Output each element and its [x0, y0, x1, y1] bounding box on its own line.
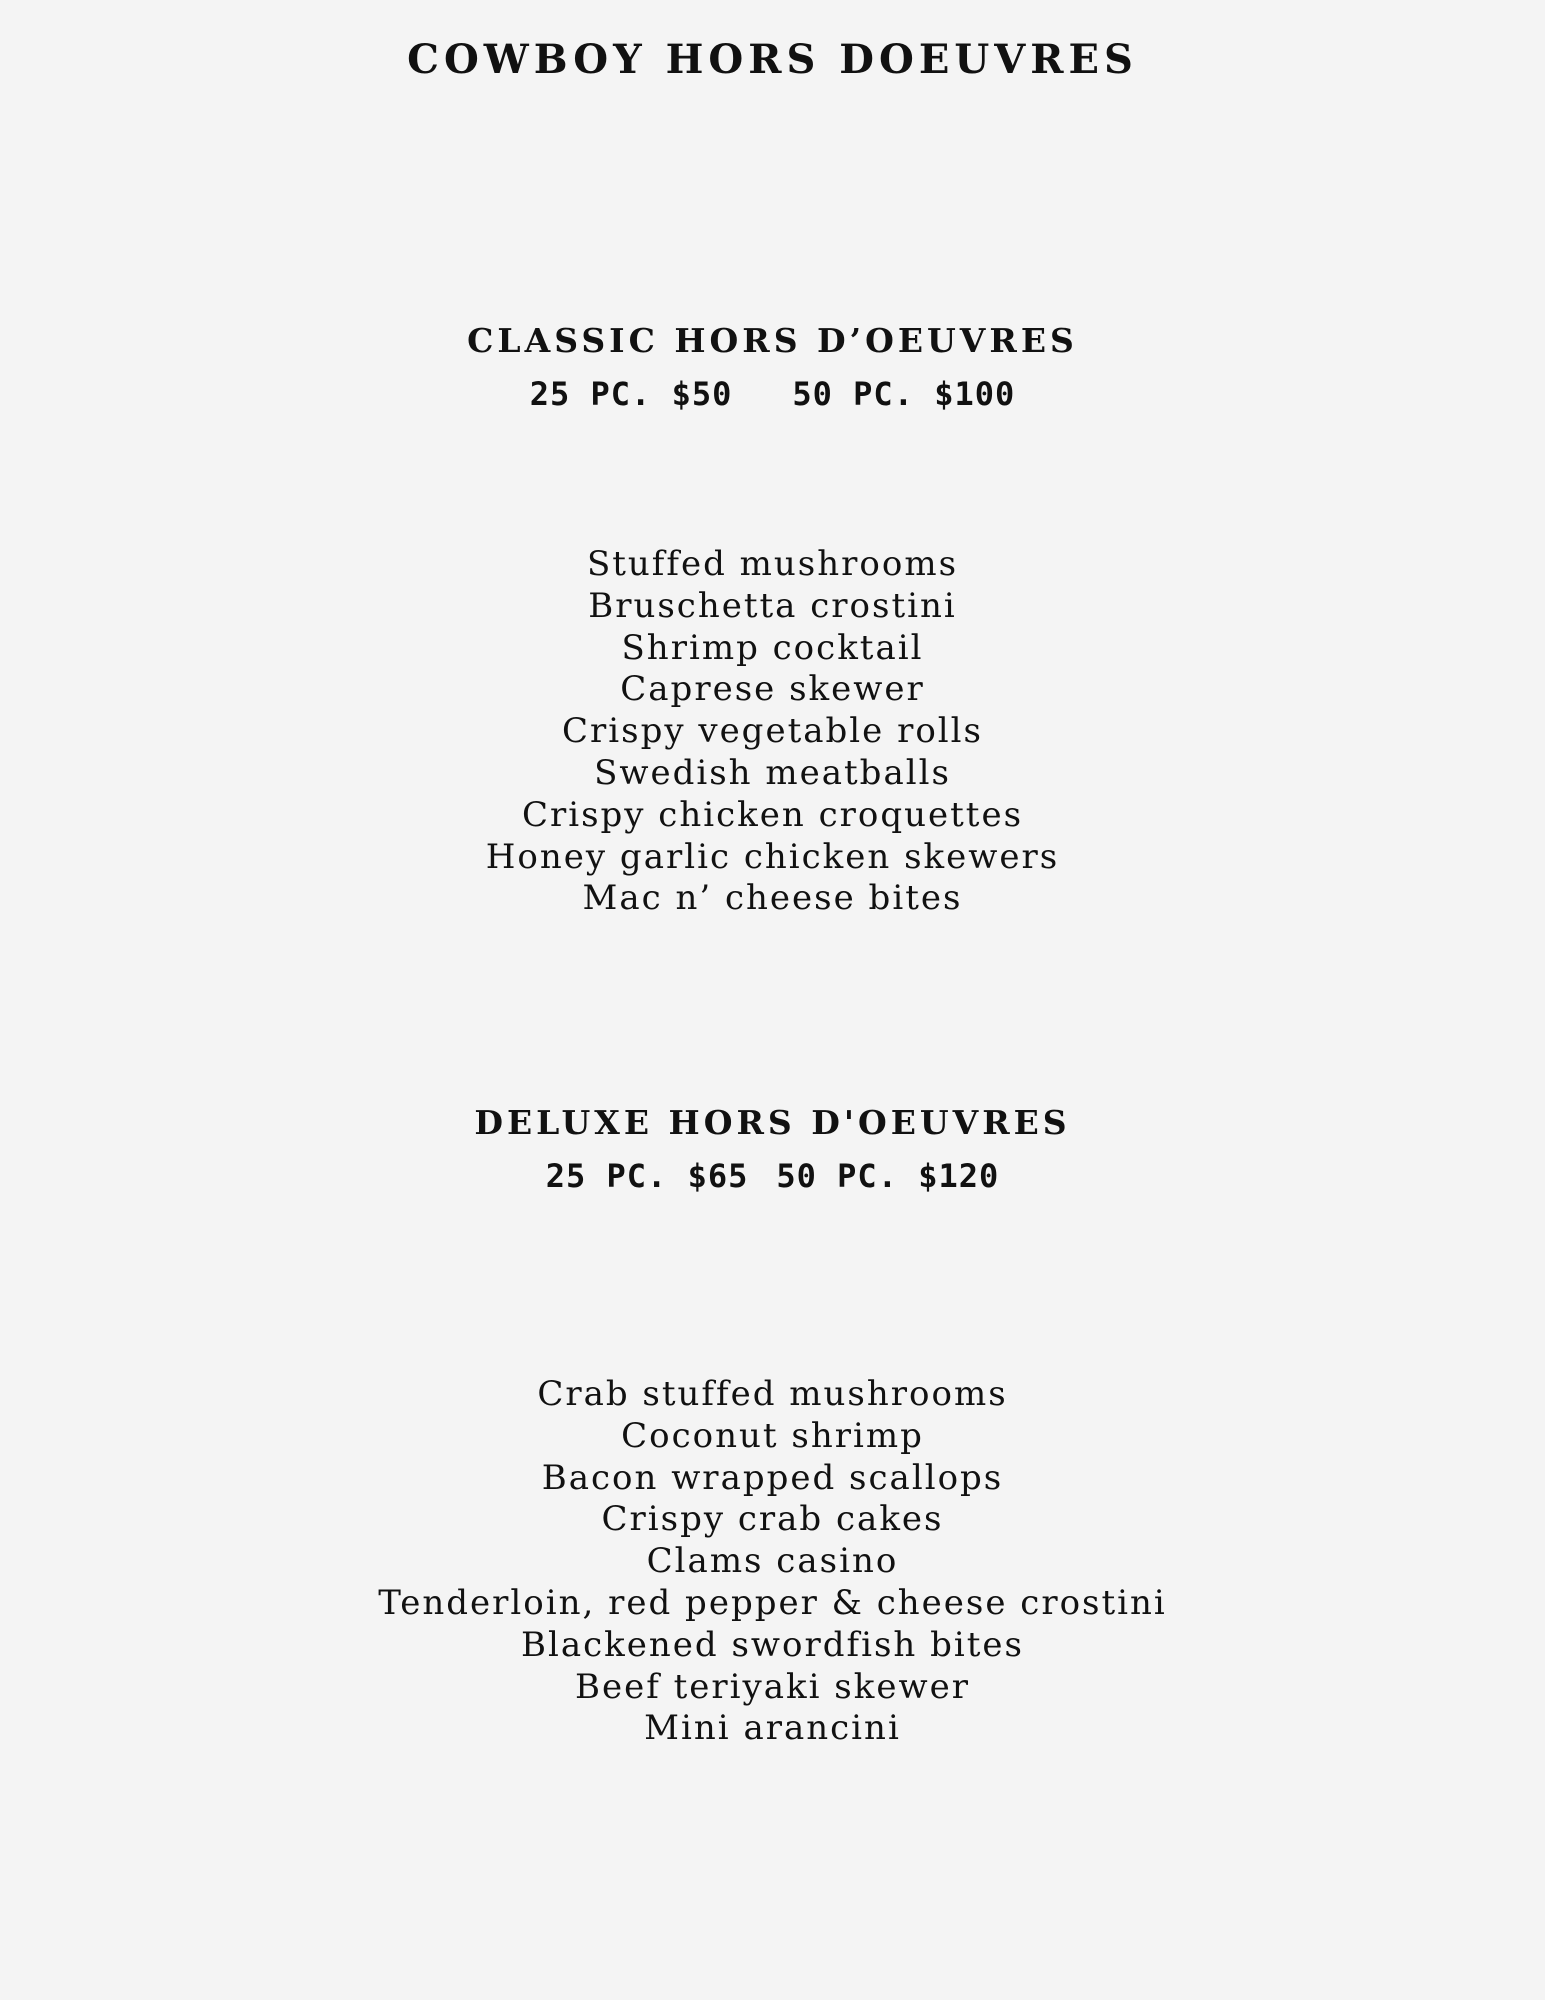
- classic-heading: CLASSIC HORS D’OEUVRES: [467, 321, 1078, 360]
- deluxe-heading: DELUXE HORS D'OEUVRES: [474, 1103, 1071, 1142]
- menu-item: Shrimp cocktail: [621, 627, 924, 668]
- classic-prices: [0, 374, 1545, 414]
- menu-item: Clams casino: [646, 1541, 899, 1582]
- menu-item: Mini arancini: [644, 1708, 901, 1749]
- menu-item: Bacon wrapped scallops: [541, 1457, 1004, 1498]
- menu-item: Honey garlic chicken skewers: [485, 836, 1060, 877]
- menu-item: Swedish meatballs: [594, 752, 951, 793]
- classic-price-50: 50 PC. $100: [792, 375, 1016, 413]
- deluxe-prices: [0, 1156, 1545, 1196]
- deluxe-price-25: 25 PC. $65: [545, 1157, 749, 1195]
- menu-item: Caprese skewer: [620, 669, 925, 710]
- menu-item: Crispy chicken croquettes: [521, 794, 1024, 835]
- menu-title: COWBOY HORS DOEUVRES: [407, 36, 1138, 83]
- classic-price-25: 25 PC. $50: [529, 375, 733, 413]
- menu-item: Tenderloin, red pepper & cheese crostini: [378, 1582, 1167, 1623]
- menu-item: Bruschetta crostini: [588, 585, 957, 626]
- classic-item-list: [0, 544, 1545, 920]
- menu-item: Coconut shrimp: [621, 1415, 924, 1456]
- menu-item: Blackened swordfish bites: [520, 1624, 1024, 1665]
- classic-section: [0, 318, 1545, 920]
- deluxe-price-50: 50 PC. $120: [776, 1157, 1000, 1195]
- menu-item: Beef teriyaki skewer: [575, 1666, 970, 1707]
- menu-item: Mac n’ cheese bites: [582, 878, 963, 919]
- menu-item: Stuffed mushrooms: [586, 544, 959, 584]
- menu-item: Crispy crab cakes: [601, 1499, 944, 1540]
- menu-item: Crab stuffed mushrooms: [537, 1374, 1008, 1414]
- deluxe-item-list: [0, 1374, 1545, 1750]
- menu-item: Crispy vegetable rolls: [561, 711, 983, 752]
- deluxe-section: [0, 1100, 1545, 1750]
